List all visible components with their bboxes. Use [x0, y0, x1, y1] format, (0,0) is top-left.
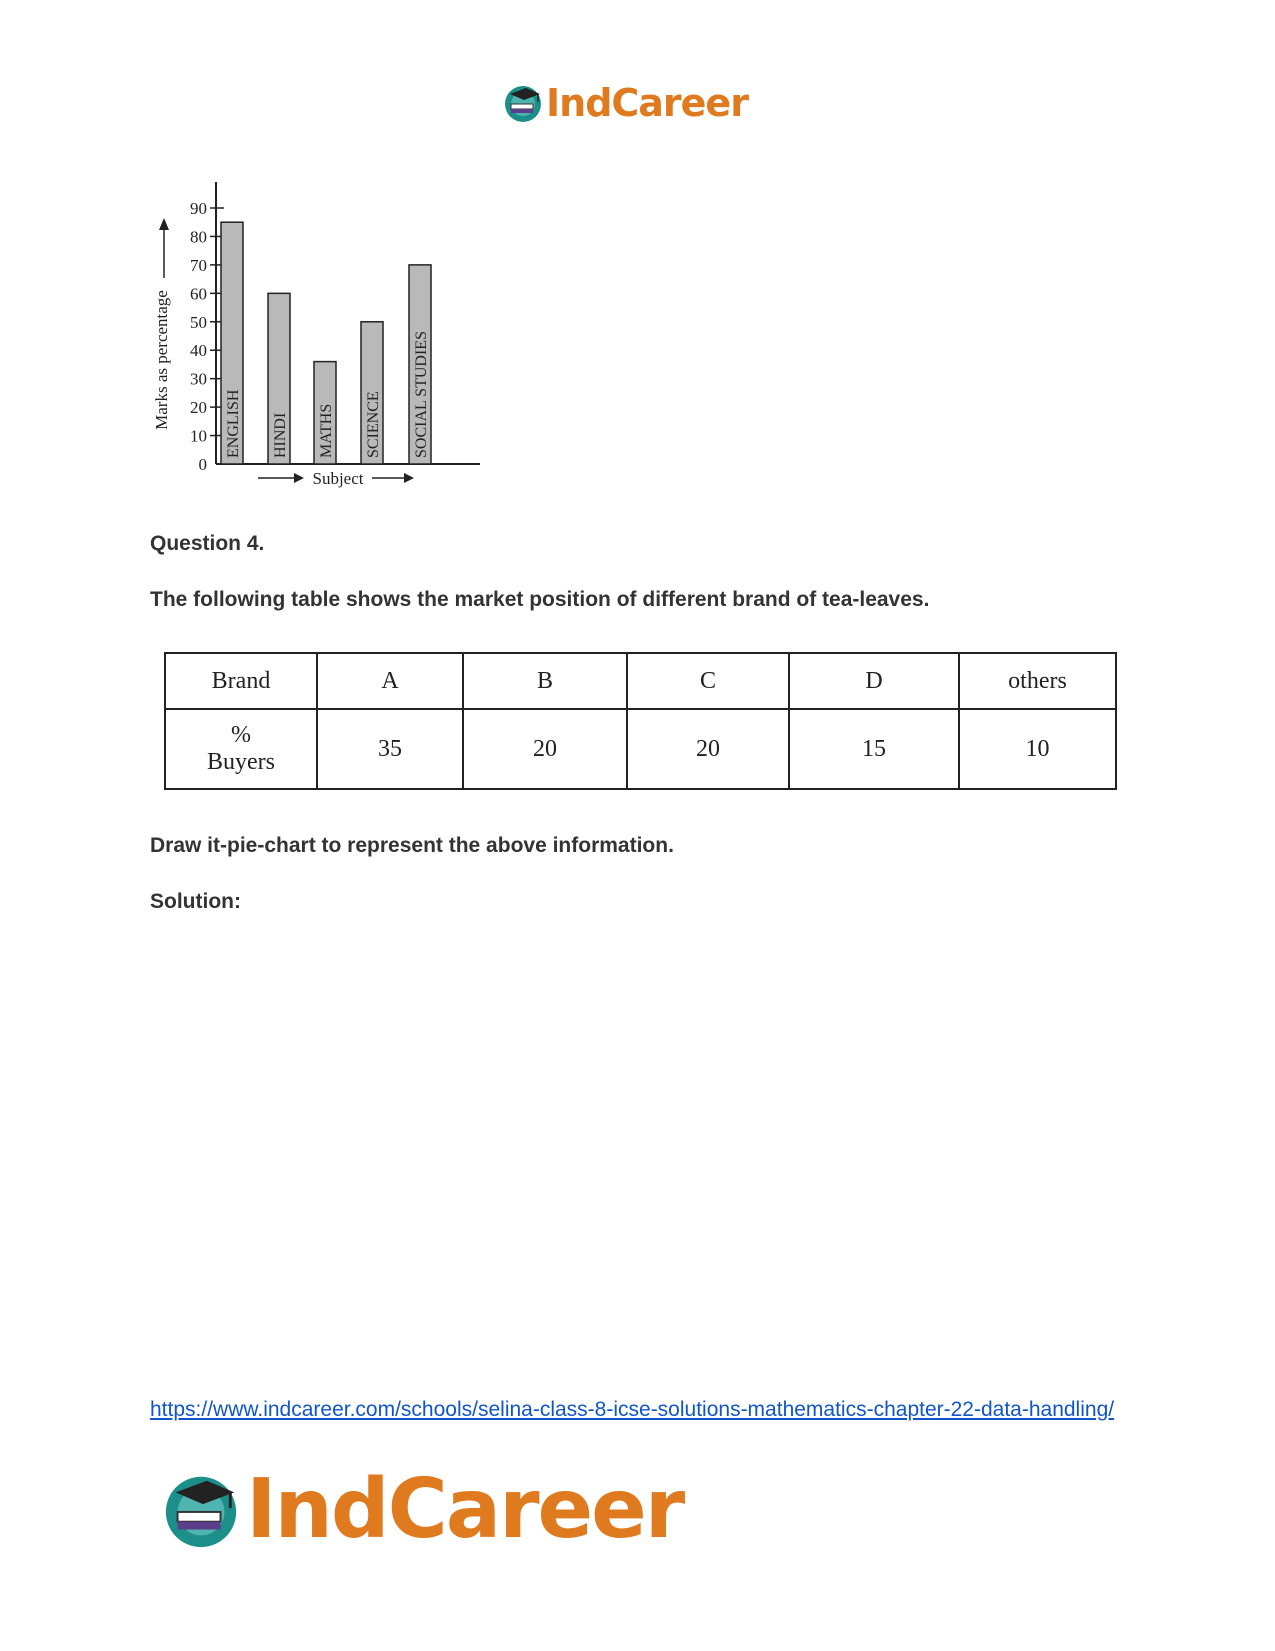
table-row	[165, 709, 1116, 789]
bar-label: HINDI	[272, 412, 289, 458]
solution-label: Solution:	[150, 890, 241, 913]
logo-text: IndCareer	[246, 1462, 684, 1557]
row-label-line1: %	[231, 722, 251, 748]
y-tick-label: 50	[190, 312, 207, 332]
bar-label: SCIENCE	[365, 391, 382, 458]
table-header-cell: C	[627, 653, 789, 709]
y-tick-label: 10	[190, 426, 207, 446]
bar-label: ENGLISH	[225, 389, 242, 458]
y-axis-label: Marks as percentage	[152, 290, 171, 430]
y-tick-label: 20	[190, 398, 207, 418]
y-tick-label: 30	[190, 369, 207, 389]
bar-label: MATHS	[318, 403, 335, 458]
table-cell: 20	[627, 709, 789, 789]
y-arrow-head	[159, 218, 169, 230]
row-label-cell	[165, 709, 317, 789]
table-cell: 35	[317, 709, 463, 789]
brand-buyers-table	[164, 652, 1117, 790]
x-arrow-right-head	[404, 473, 414, 483]
row-label-line2: Buyers	[207, 749, 275, 775]
y-tick-label: 70	[190, 255, 207, 275]
table-header-row	[165, 653, 1116, 709]
source-link[interactable]: https://www.indcareer.com/schools/selina-class-8-icse-solutions-mathematics-chapter-22-data-handling/	[150, 1398, 1115, 1421]
logo-text: IndCareer	[546, 81, 748, 125]
table-header-cell: B	[463, 653, 627, 709]
y-tick-label: 0	[198, 455, 207, 474]
bar-label: SOCIAL STUDIES	[413, 331, 430, 458]
bar-chart	[150, 182, 490, 502]
header-logo	[502, 80, 748, 126]
table-header-cell: Brand	[165, 653, 317, 709]
graduation-globe-icon	[160, 1469, 242, 1551]
table-cell: 10	[959, 709, 1116, 789]
table-header-cell: D	[789, 653, 959, 709]
graduation-globe-icon	[502, 82, 544, 124]
table-header-cell: others	[959, 653, 1116, 709]
question-instruction: Draw it-pie-chart to represent the above information.	[150, 834, 674, 857]
x-axis-label: Subject	[312, 469, 364, 488]
y-tick-label: 80	[190, 227, 207, 247]
y-tick-label: 60	[190, 284, 207, 304]
table-cell: 20	[463, 709, 627, 789]
question-prompt: The following table shows the market position of different brand of tea-leaves.	[150, 588, 930, 611]
footer-logo	[160, 1462, 684, 1557]
table-header-cell: A	[317, 653, 463, 709]
question-number: Question 4.	[150, 532, 265, 555]
y-tick-label: 90	[190, 199, 207, 218]
y-tick-label: 40	[190, 341, 207, 361]
x-arrow-left-head	[294, 473, 304, 483]
table-cell: 15	[789, 709, 959, 789]
